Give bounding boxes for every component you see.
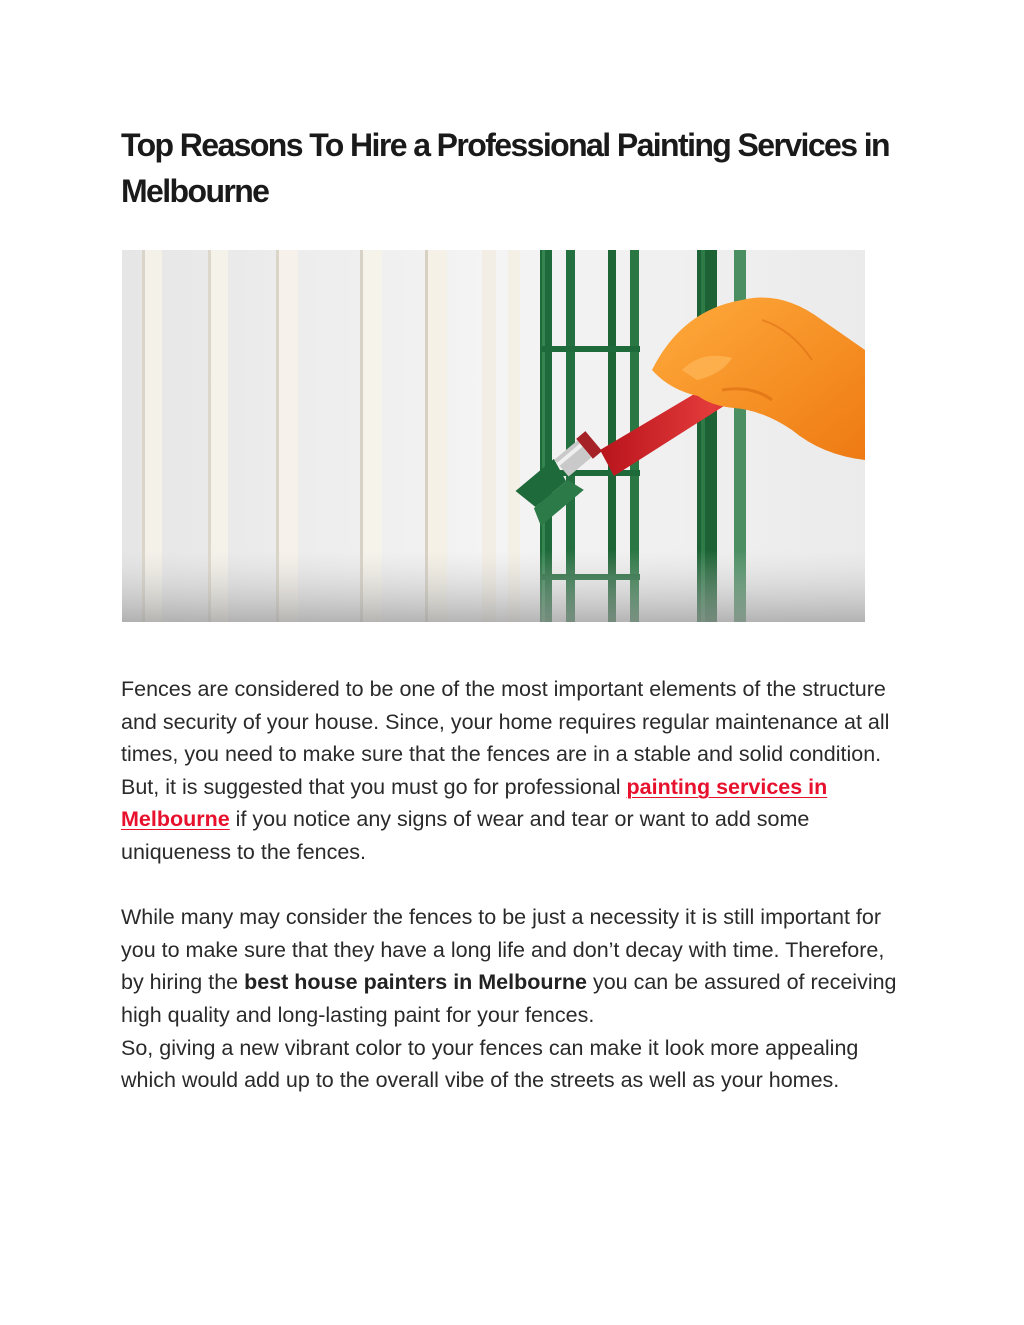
paragraph-text: While many may consider the fences to be just a necessity it is still important for you to make sure that they have a long life and don’t decay with time. Therefore, by hiring the (121, 905, 885, 995)
bold-keyword: best house painters in Melbourne (244, 970, 587, 995)
paragraph-text: if you notice any signs of wear and tear or want to add some uniqueness to the fences. (121, 807, 810, 864)
painting-services-link[interactable]: painting services in Melbourne (121, 774, 828, 832)
photo-icon (122, 250, 865, 622)
paragraph-spacer (121, 869, 911, 902)
article-body (121, 673, 911, 1097)
hero-image (122, 250, 865, 622)
paragraph-vibrant-color: So, giving a new vibrant color to your fences can make it look more appealing which would add up to the overall vibe of the streets as well as your homes. (121, 1035, 859, 1093)
paragraph-text: you can be assured of receiving high quality and long-lasting paint for your fences. (121, 970, 897, 1027)
paragraph-fences-intro (121, 673, 911, 869)
page-title: Top Reasons To Hire a Professional Painting Services in Melbourne (121, 127, 889, 209)
paragraph-longevity (121, 901, 911, 1031)
paragraph-text: Fences are considered to be one of the most important elements of the structure and security of your house. Since, your home requires regular maintenance at all times, you need to make sure that the fences are in a stable and solid condition. But, it is suggested that you must go for professional (121, 677, 890, 799)
